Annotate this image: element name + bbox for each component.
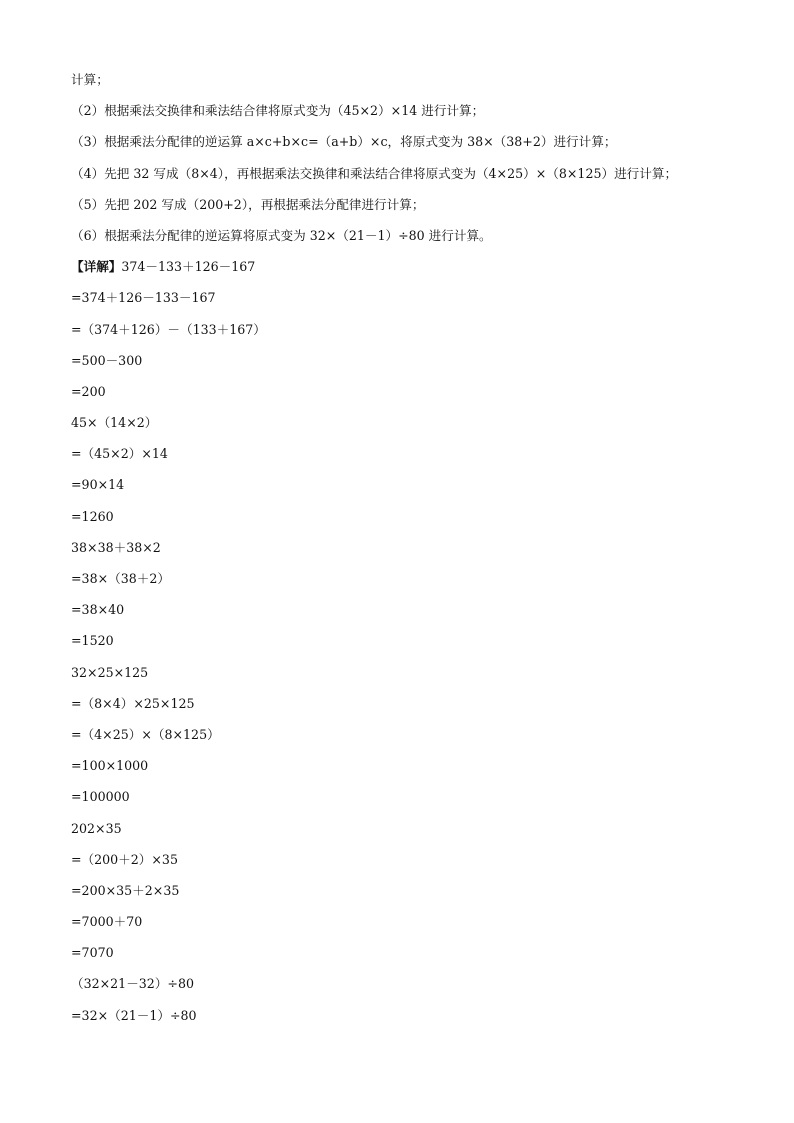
calc-step: 202×35 [71, 820, 122, 836]
method-line: （2）根据乘法交换律和乘法结合律将原式变为（45×2）×14 进行计算； [71, 103, 485, 119]
method-line: （6）根据乘法分配律的逆运算将原式变为 32×（21－1）÷80 进行计算。 [71, 227, 492, 243]
calc-step: =200 [71, 383, 106, 399]
detail-line [71, 251, 771, 282]
calc-step: =500－300 [71, 352, 143, 368]
calc-step: 45×（14×2） [71, 415, 158, 431]
calc-step: 32×25×125 [71, 664, 149, 680]
detail-heading: 【详解】 [71, 259, 122, 275]
calc-step: =1260 [71, 508, 114, 524]
calc-step: =1520 [71, 633, 114, 649]
calc-step: =7000＋70 [71, 914, 143, 930]
calc-step: =（45×2）×14 [71, 446, 168, 462]
calc-step: =（8×4）×25×125 [71, 695, 195, 711]
calc-step: =90×14 [71, 477, 125, 493]
calc-step: =374＋126－133－167 [71, 290, 216, 306]
method-line: （3）根据乘法分配律的逆运算 a×c+b×c=（a+b）×c，将原式变为 38×（38+2）进行计算； [71, 134, 617, 150]
calc-step: =（4×25）×（8×125） [71, 726, 220, 742]
calc-step: 38×38＋38×2 [71, 539, 161, 555]
calc-step: =7070 [71, 945, 114, 961]
calc-step: （32×21－32）÷80 [71, 976, 194, 992]
calc-step: =100000 [71, 789, 130, 805]
calc-step: =（200＋2）×35 [71, 851, 178, 867]
calc-step: =38×（38＋2） [71, 571, 170, 586]
calc-step: =38×40 [71, 602, 125, 618]
solution-text [71, 64, 771, 1031]
calc-step: =（374＋126）－（133＋167） [71, 321, 266, 337]
calc-step: =200×35＋2×35 [71, 882, 180, 898]
method-line: （5）先把 202 写成（200+2），再根据乘法分配律进行计算； [71, 196, 425, 212]
calc-step: =100×1000 [71, 758, 149, 774]
intro-line: 计算； [71, 72, 109, 87]
calc-step: =32×（21－1）÷80 [71, 1007, 197, 1023]
method-line: （4）先把 32 写成（8×4），再根据乘法交换律和乘法结合律将原式变为（4×25）×（8×125）进行计算； [71, 165, 678, 181]
detail-expression: 374－133＋126－167 [121, 259, 256, 275]
